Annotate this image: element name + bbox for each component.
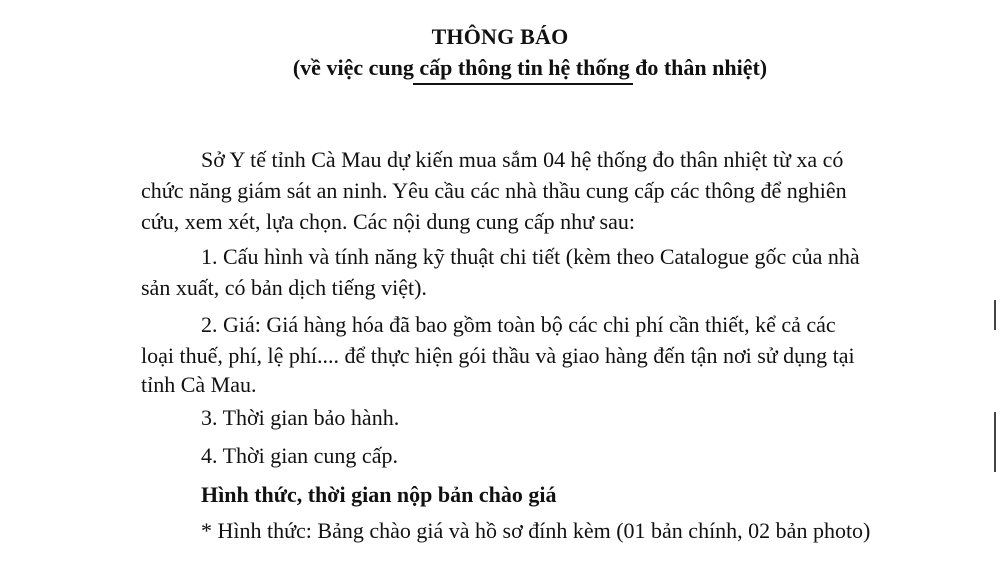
list-item-2-line: loại thuế, phí, lệ phí.... để thực hiện gói thầu và giao hàng đến tận nơi sử dụng tại	[141, 343, 855, 368]
list-item-2-line: 2. Giá: Giá hàng hóa đã bao gồm toàn bộ các chi phí cần thiết, kể cả các	[201, 312, 836, 337]
paragraph-line: Sở Y tế tỉnh Cà Mau dự kiến mua sắm 04 hệ thống đo thân nhiệt từ xa có	[201, 147, 844, 172]
title-underline	[413, 83, 633, 85]
section-heading: Hình thức, thời gian nộp bản chào giá	[201, 482, 557, 507]
document-subtitle: (về việc cung cấp thông tin hệ thống đo thân nhiệt)	[292, 55, 768, 80]
list-item-2-line: tỉnh Cà Mau.	[141, 372, 257, 397]
scan-edge-mark	[994, 412, 996, 472]
list-item-1-line: 1. Cấu hình và tính năng kỹ thuật chi tiết (kèm theo Catalogue gốc của nhà	[201, 244, 860, 269]
document-title: THÔNG BÁO	[431, 24, 569, 49]
form-line: * Hình thức: Bảng chào giá và hồ sơ đính kèm (01 bản chính, 02 bản photo)	[201, 518, 871, 543]
list-item-3: 3. Thời gian bảo hành.	[201, 405, 400, 430]
paragraph-line: chức năng giám sát an ninh. Yêu cầu các nhà thầu cung cấp các thông để nghiên	[141, 178, 847, 203]
paragraph-line: cứu, xem xét, lựa chọn. Các nội dung cung cấp như sau:	[141, 209, 635, 234]
scan-edge-mark	[994, 300, 996, 330]
list-item-4: 4. Thời gian cung cấp.	[201, 443, 398, 468]
list-item-1-line: sản xuất, có bản dịch tiếng việt).	[141, 275, 427, 300]
